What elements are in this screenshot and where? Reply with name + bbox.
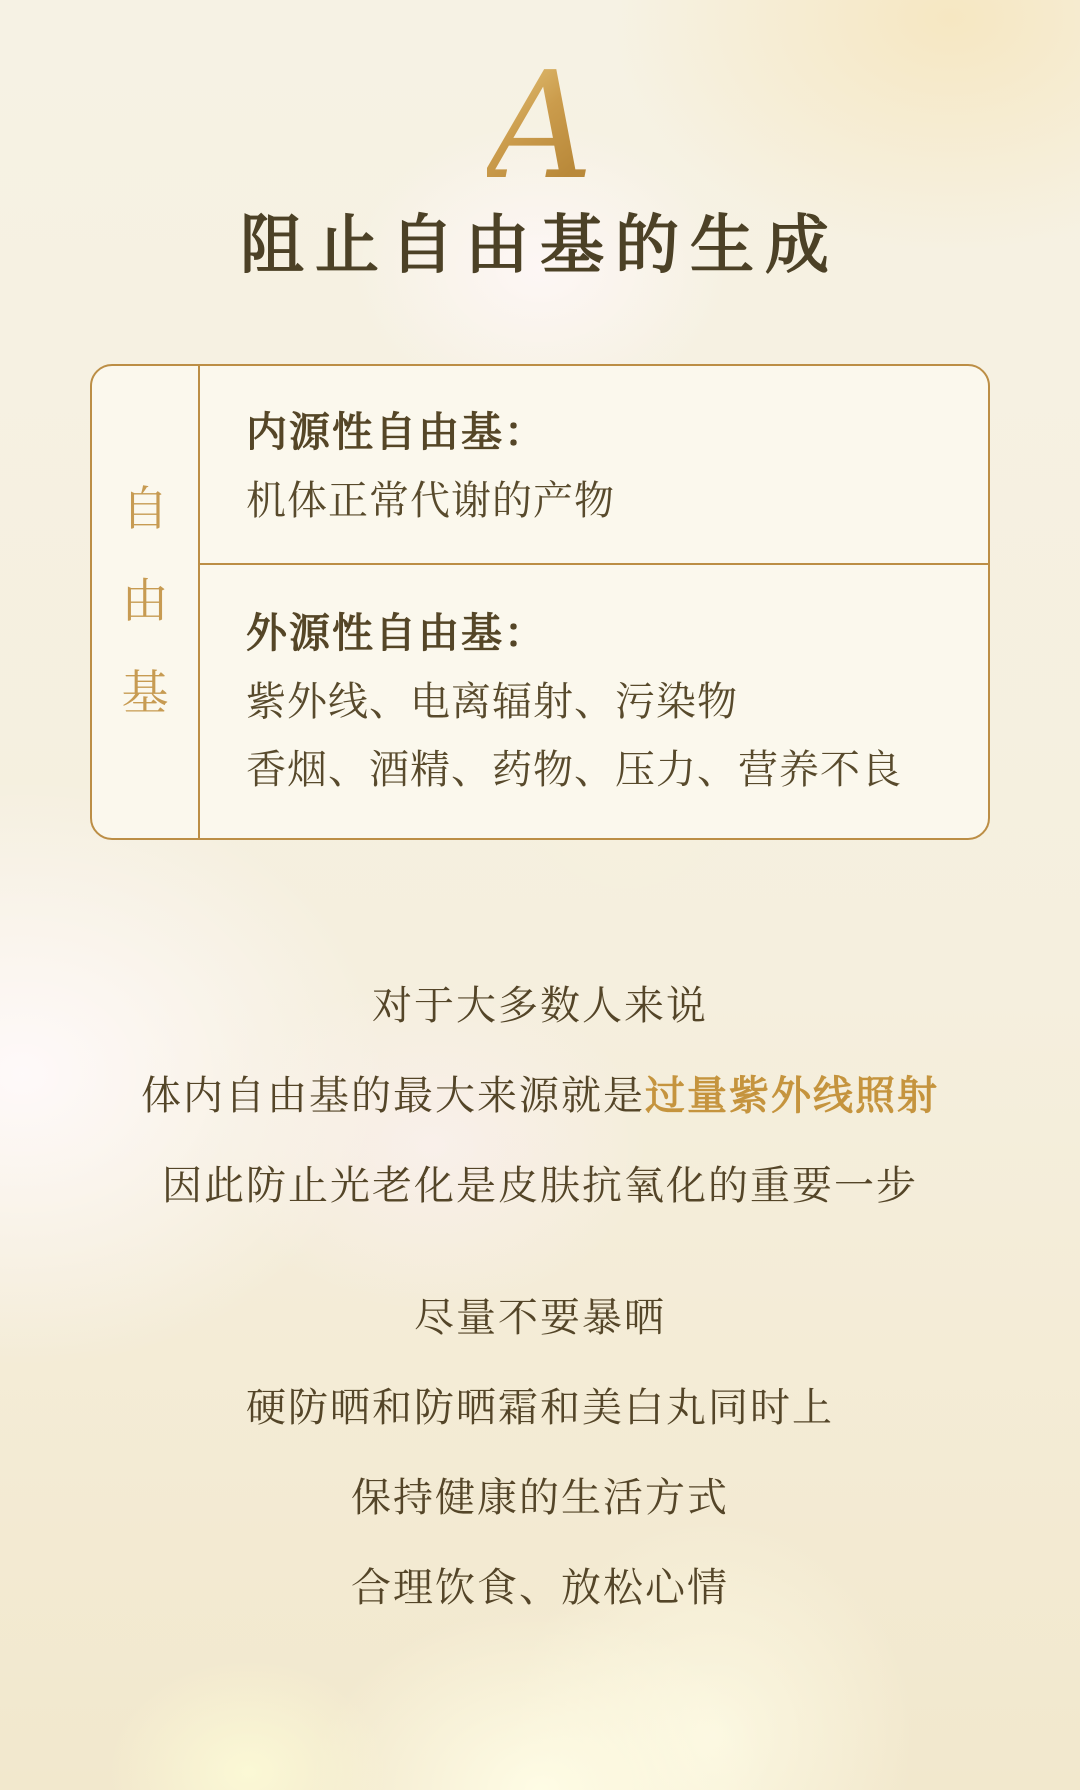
body-line: 合理饮食、放松心情 — [351, 1565, 729, 1610]
exogenous-description-line: 香烟、酒精、药物、压力、营养不良 — [246, 747, 902, 792]
body-line: 尽量不要暴晒 — [414, 1295, 666, 1340]
body-line-prefix: 体内自由基的最大来源就是 — [141, 1073, 645, 1118]
page-title: 阻止自由基的生成 — [240, 210, 840, 281]
endogenous-heading: 内源性自由基： — [246, 409, 547, 455]
decorative-letter-a: A — [486, 40, 594, 212]
body-line: 保持健康的生活方式 — [351, 1475, 729, 1520]
table-main-column — [200, 366, 988, 838]
highlighted-text: 过量紫外线照射 — [645, 1073, 939, 1118]
exogenous-description-line: 紫外线、电离辐射、污染物 — [246, 679, 738, 724]
body-line-with-highlight — [0, 1073, 1080, 1118]
table-side-label — [92, 366, 200, 838]
body-line: 因此防止光老化是皮肤抗氧化的重要一步 — [162, 1163, 918, 1208]
exogenous-heading: 外源性自由基： — [246, 610, 547, 656]
side-label-char: 基 — [121, 667, 169, 720]
body-line: 对于大多数人来说 — [372, 983, 708, 1028]
table-row-endogenous — [200, 366, 988, 563]
body-line: 硬防晒和防晒霜和美白丸同时上 — [246, 1385, 834, 1430]
side-label-char: 自 — [121, 483, 169, 536]
table-row-exogenous — [200, 565, 988, 838]
header — [0, 0, 1080, 286]
endogenous-description: 机体正常代谢的产物 — [246, 478, 615, 523]
body-text — [0, 983, 1080, 1610]
free-radical-table — [90, 364, 990, 840]
side-label-char: 由 — [121, 575, 169, 628]
